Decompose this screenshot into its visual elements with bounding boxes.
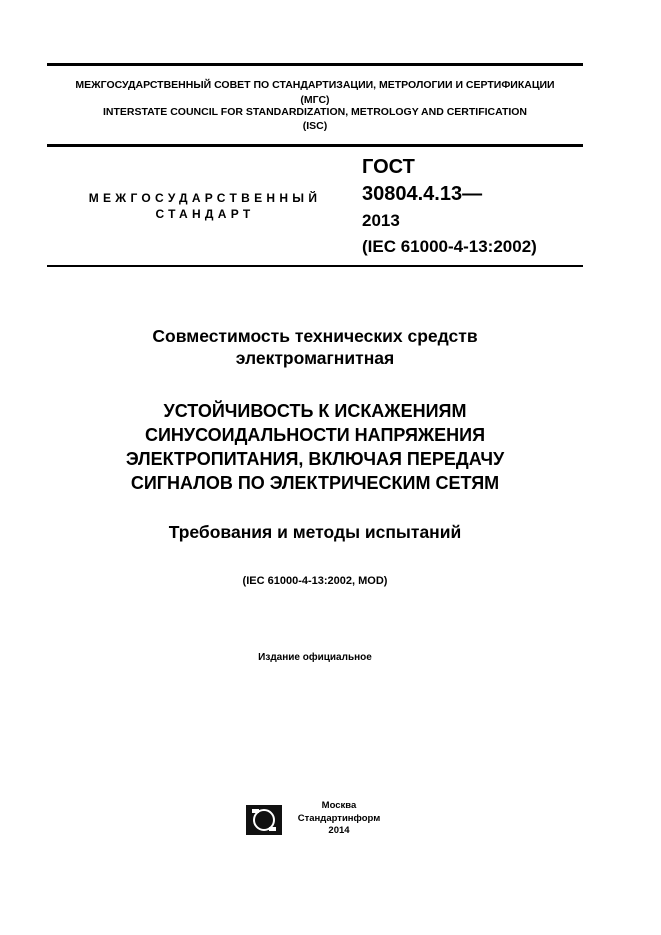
- standard-label-line2: СТАНДАРТ: [155, 207, 255, 221]
- council-abbr-ru: (МГС): [300, 94, 330, 106]
- gost-prefix: ГОСТ: [362, 156, 415, 178]
- gost-iec-equivalent: (IEC 61000-4-13:2002): [362, 237, 537, 256]
- title-line3: ЭЛЕКТРОПИТАНИЯ, ВКЛЮЧАЯ ПЕРЕДАЧУ: [125, 449, 505, 469]
- standard-type-label: [80, 190, 330, 222]
- publisher-name: Стандартинформ: [297, 812, 381, 824]
- council-name-ru: МЕЖГОСУДАРСТВЕННЫЙ СОВЕТ ПО СТАНДАРТИЗАЦИИ, МЕТРОЛОГИИ И СЕРТИФИКАЦИИ: [75, 79, 555, 91]
- subtitle-line1: Совместимость технических средств: [152, 326, 478, 346]
- document-subtitle: [47, 325, 583, 369]
- iec-reference: (IEC 61000-4-13:2002, MOD): [242, 575, 388, 587]
- title-line1: УСТОЙЧИВОСТЬ К ИСКАЖЕНИЯМ: [163, 401, 467, 421]
- bottom-divider: [47, 265, 583, 267]
- publication-year: 2014: [328, 825, 350, 836]
- gost-year: 2013: [362, 211, 400, 230]
- publisher-city: Москва: [321, 800, 357, 811]
- gost-number: 30804.4.13—: [362, 183, 483, 205]
- requirements-heading: Требования и методы испытаний: [168, 522, 462, 542]
- top-divider: [47, 63, 583, 66]
- council-abbr-en: (ISC): [302, 120, 328, 132]
- edition-note: Издание официальное: [258, 652, 372, 663]
- standartinform-logo-icon: [246, 805, 282, 835]
- council-name-en: INTERSTATE COUNCIL FOR STANDARDIZATION, METROLOGY AND CERTIFICATION: [102, 106, 528, 118]
- publisher-block: [294, 800, 384, 838]
- standard-label-line1: МЕЖГОСУДАРСТВЕННЫЙ: [88, 191, 322, 205]
- title-line2: СИНУСОИДАЛЬНОСТИ НАПРЯЖЕНИЯ: [144, 425, 486, 445]
- document-title: [47, 399, 583, 495]
- middle-divider: [47, 144, 583, 147]
- subtitle-line2: электромагнитная: [235, 348, 395, 368]
- title-line4: СИГНАЛОВ ПО ЭЛЕКТРИЧЕСКИМ СЕТЯМ: [130, 473, 500, 493]
